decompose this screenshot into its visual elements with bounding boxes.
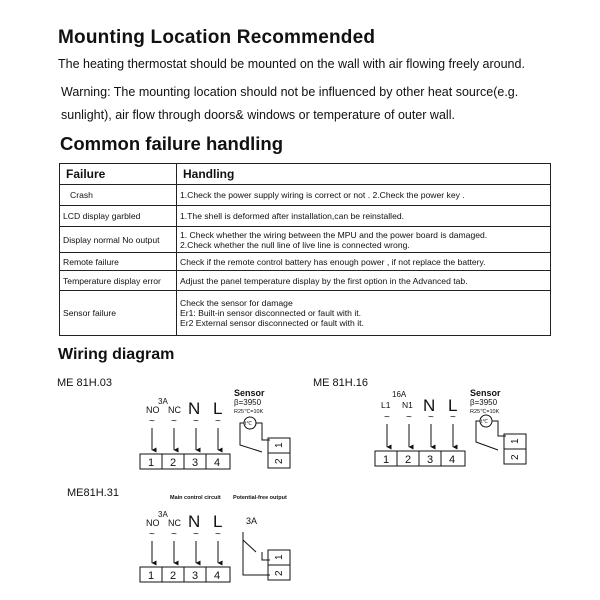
svg-text:~: ~ — [149, 416, 155, 427]
d2-r25: R25℃=10K — [470, 409, 500, 415]
d2-beta: β=3950 — [470, 398, 498, 407]
handling-line: Check the sensor for damage — [180, 298, 293, 308]
d1-sensor-icon — [244, 417, 256, 429]
failure-cell: Display normal No output — [60, 227, 177, 253]
svg-text:~: ~ — [171, 416, 177, 427]
d1-terminal-4: 4 — [214, 457, 221, 469]
d2-sensor: Sensor — [470, 388, 501, 398]
d2-sensor-terminal-2: 2 — [510, 454, 521, 460]
failure-cell: Sensor failure — [60, 291, 177, 336]
svg-text:~: ~ — [193, 416, 199, 427]
failure-cell: Remote failure — [60, 253, 177, 271]
diagram-me81h31 — [67, 487, 290, 582]
d3-output-amp: 3A — [246, 516, 258, 526]
failure-cell: Crash — [60, 185, 177, 206]
svg-text:~: ~ — [384, 412, 390, 423]
table-row — [60, 227, 551, 253]
failure-cell: Temperature display error — [60, 271, 177, 291]
d3-main-control: Main control circuit — [170, 495, 221, 501]
d1-sensor-terminal-2: 2 — [274, 458, 285, 464]
d3-label-nc: NC — [168, 518, 181, 528]
d2-sensor-icon — [480, 415, 492, 427]
d2-label-l1: L1 — [381, 400, 391, 410]
d1-label-nc: NC — [168, 405, 181, 415]
d3-model: ME81H.31 — [67, 487, 119, 499]
handling-cell — [177, 271, 551, 291]
handling-line: 1.The shell is deformed after installation,can be reinstalled. — [180, 211, 405, 221]
svg-text:~: ~ — [215, 416, 221, 427]
handling-cell — [177, 206, 551, 227]
d1-terminal-3: 3 — [192, 457, 199, 469]
d3-terminal-4: 4 — [214, 570, 221, 582]
header-failure: Failure — [60, 164, 177, 185]
failure-table — [59, 163, 551, 336]
d3-terminal-1: 1 — [148, 570, 155, 582]
handling-line: 1.Check the power supply wiring is correct or not . 2.Check the power key . — [180, 190, 465, 200]
d1-beta: β=3950 — [234, 398, 262, 407]
mounting-title: Mounting Location Recommended — [58, 27, 376, 48]
svg-text:~: ~ — [215, 529, 221, 540]
d3-output-terminal-1: 1 — [274, 554, 285, 560]
svg-text:~: ~ — [406, 412, 412, 423]
failure-table-header — [60, 164, 551, 185]
handling-line: 2.Check whether the null line of live line is connected wrong. — [180, 239, 410, 250]
d2-label-l: L — [448, 396, 458, 415]
diagram-me81h03 — [57, 377, 290, 469]
svg-text:~: ~ — [428, 412, 434, 423]
d1-terminal-1: 1 — [148, 457, 155, 469]
d2-sensor-symbol: t℃ — [481, 419, 489, 425]
d3-output-terminal-2: 2 — [274, 570, 285, 576]
d2-terminal-2: 2 — [405, 454, 412, 466]
d1-model: ME 81H.03 — [57, 377, 113, 389]
svg-text:~: ~ — [193, 529, 199, 540]
mounting-warning: Warning: The mounting location should not be influenced by other heat source(e.g. sunlight), air flow through doors& windows or temperature of outer wall. — [61, 85, 519, 122]
d3-terminal-3: 3 — [192, 570, 199, 582]
d1-label-l: L — [213, 399, 223, 418]
header-handling: Handling — [177, 164, 551, 185]
d1-amp: 3A — [158, 397, 168, 406]
d2-label-n: N — [423, 396, 436, 415]
d2-terminal-4: 4 — [449, 454, 456, 466]
diagram-me81h16 — [313, 377, 526, 466]
handling-cell — [177, 291, 551, 336]
d1-label-n: N — [188, 399, 201, 418]
d3-terminal-2: 2 — [170, 570, 177, 582]
wiring-title: Wiring diagram — [58, 346, 175, 363]
svg-text:~: ~ — [149, 529, 155, 540]
failure-title: Common failure handling — [60, 133, 284, 154]
table-row — [60, 291, 551, 336]
handling-cell — [177, 227, 551, 253]
d3-amp: 3A — [158, 510, 168, 519]
d1-sensor-symbol: t℃ — [245, 421, 253, 427]
d3-label-no: NO — [146, 518, 160, 528]
mounting-text: The heating thermostat should be mounted on the wall with air flowing freely around. — [58, 57, 525, 71]
handling-line: Er1: Built-in sensor disconnected or fault with it. — [180, 308, 362, 318]
svg-text:~: ~ — [171, 529, 177, 540]
d2-terminal-3: 3 — [427, 454, 434, 466]
d1-sensor-terminal-1: 1 — [274, 442, 285, 448]
d3-label-l: L — [213, 512, 223, 531]
d1-label-no: NO — [146, 405, 160, 415]
d2-terminal-1: 1 — [383, 454, 390, 466]
table-row — [60, 253, 551, 271]
handling-line: Check if the remote control battery has enough power , if not replace the battery. — [180, 256, 486, 267]
table-row — [60, 206, 551, 227]
handling-line: Er2 External sensor disconnected or fault with it. — [180, 318, 364, 328]
handling-line: Adjust the panel temperature display by the first option in the Advanced tab. — [180, 275, 468, 286]
failure-cell: LCD display garbled — [60, 206, 177, 227]
d1-terminal-2: 2 — [170, 457, 177, 469]
table-row — [60, 271, 551, 291]
d1-r25: R25℃=10K — [234, 409, 264, 415]
d1-sensor: Sensor — [234, 388, 265, 398]
handling-cell — [177, 185, 551, 206]
d3-label-n: N — [188, 512, 201, 531]
d2-sensor-terminal-1: 1 — [510, 438, 521, 444]
svg-text:~: ~ — [450, 412, 456, 423]
handling-cell — [177, 253, 551, 271]
d2-label-n1: N1 — [402, 400, 413, 410]
d2-amp: 16A — [392, 390, 407, 399]
d2-model: ME 81H.16 — [313, 377, 369, 389]
d3-potential-free: Potential-free output — [233, 495, 287, 501]
handling-line: 1. Check whether the wiring between the MPU and the power board is damaged. — [180, 229, 488, 240]
table-row — [60, 185, 551, 206]
